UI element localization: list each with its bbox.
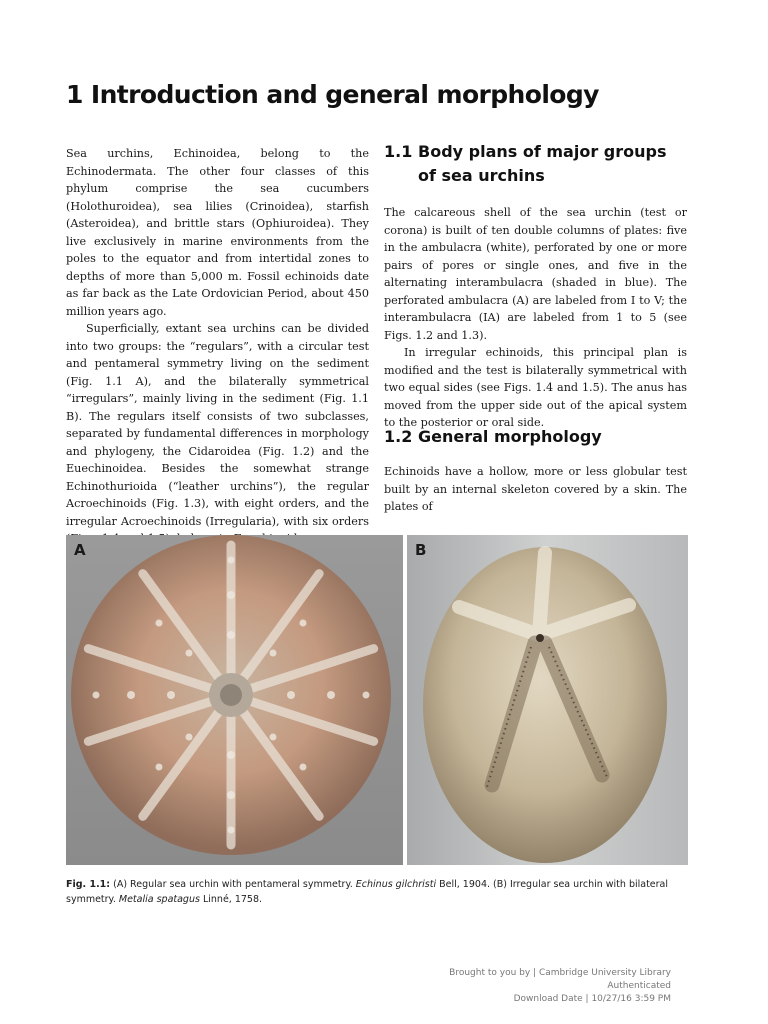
footer-line: Brought to you by | Cambridge University Library [449,968,671,978]
section-1-2-heading [384,425,602,449]
figure-panel-b [407,535,688,865]
caption-species: Echinus gilchristi [355,879,437,890]
chapter-title: 1 Introduction and general morphology [66,80,599,109]
section-title-line: Body plans of major groups [418,142,667,161]
section-number: 1.2 [384,427,413,446]
footer-line: Download Date | 10/27/16 3:59 PM [513,994,671,1004]
section-1-2-body [384,463,687,516]
caption-text: Bell, 1904. (B) Irregular sea urchin with bilateral symmetry. [66,879,669,905]
intro-paragraph-2: Superficially, extant sea urchins can be divided into two groups: the “regulars”, with a circular test and pentameral symmetry living on the sediment (Fig. 1.1 A), and the bilaterally symmetrical “irregulars”, mainly living in the sediment (Fig. 1.1 B). The regulars itself consists of two subclasses, separated by fundamental differences in morphology and phylogeny, the Cidaroidea (Fig. 1.2) and the Euechinoidea. Besides the somewhat strange Echinothurioida (“leather urchins”), the regular Acroechinoids (Fig. 1.3), with eight orders, and the irregular Acroechinoids (Irregularia), with six orders [66,322,369,528]
figure-caption [66,877,688,907]
regular-urchin-photo [66,535,403,865]
section-number: 1.1 [384,142,413,161]
body-paragraph: Echinoids have a hollow, more or less globular test built by an internal skeleton covered by a skin. The plates of [384,465,687,513]
section-title: General morphology [418,427,602,446]
figure-panel-a [66,535,403,865]
access-footer [449,967,671,1006]
body-paragraph: In irregular echinoids, this principal plan is modified and the test is bilaterally symmetrical with two equal sides (see Figs. 1.4 and 1.5). The anus has moved from the upper side out of the apical system to the posterior or oral side. [384,346,687,429]
section-1-1-body [384,204,687,432]
footer-line: Authenticated [607,981,671,991]
irregular-urchin-photo [407,535,688,865]
left-column [66,145,369,548]
caption-label: Fig. 1.1: [66,879,111,890]
section-1-1-heading [384,140,667,188]
figure-label-a: A [74,541,86,559]
section-title [418,140,667,188]
caption-text: Linné, 1758. [202,894,263,905]
intro-paragraph-1: Sea urchins, Echinoidea, belong to the Echinodermata. The other four classes of this phylum comprise the sea cucumbers (Holothuroidea), sea lilies (Crinoidea), starfish (Asteroidea), and brittle stars (Ophiuroidea). They live exclusively in marine environments from the poles to the equator and from intertidal zones to depths of more than 5,000 m. Fossil echinoids date as far back as the Late Ordovician Period, about 450 million years ago. [66,147,369,318]
section-title-line: of sea urchins [418,166,545,185]
body-paragraph: The calcareous shell of the sea urchin (test or corona) is built of ten double columns of plates: five in the ambulacra (white), perforated by one or more pairs of pores or single ones, and five in the alternating interambulacra (shaded in blue). The perforated ambulacra (A) are labeled from I to V; the interambulacra (IA) are labeled from 1 to 5 (see Figs. 1.2 and 1.3). [384,206,687,342]
caption-species: Metalia spatagus [118,894,200,905]
figure-label-b: B [415,541,427,559]
caption-text: (A) Regular sea urchin with pentameral symmetry. [113,879,353,890]
